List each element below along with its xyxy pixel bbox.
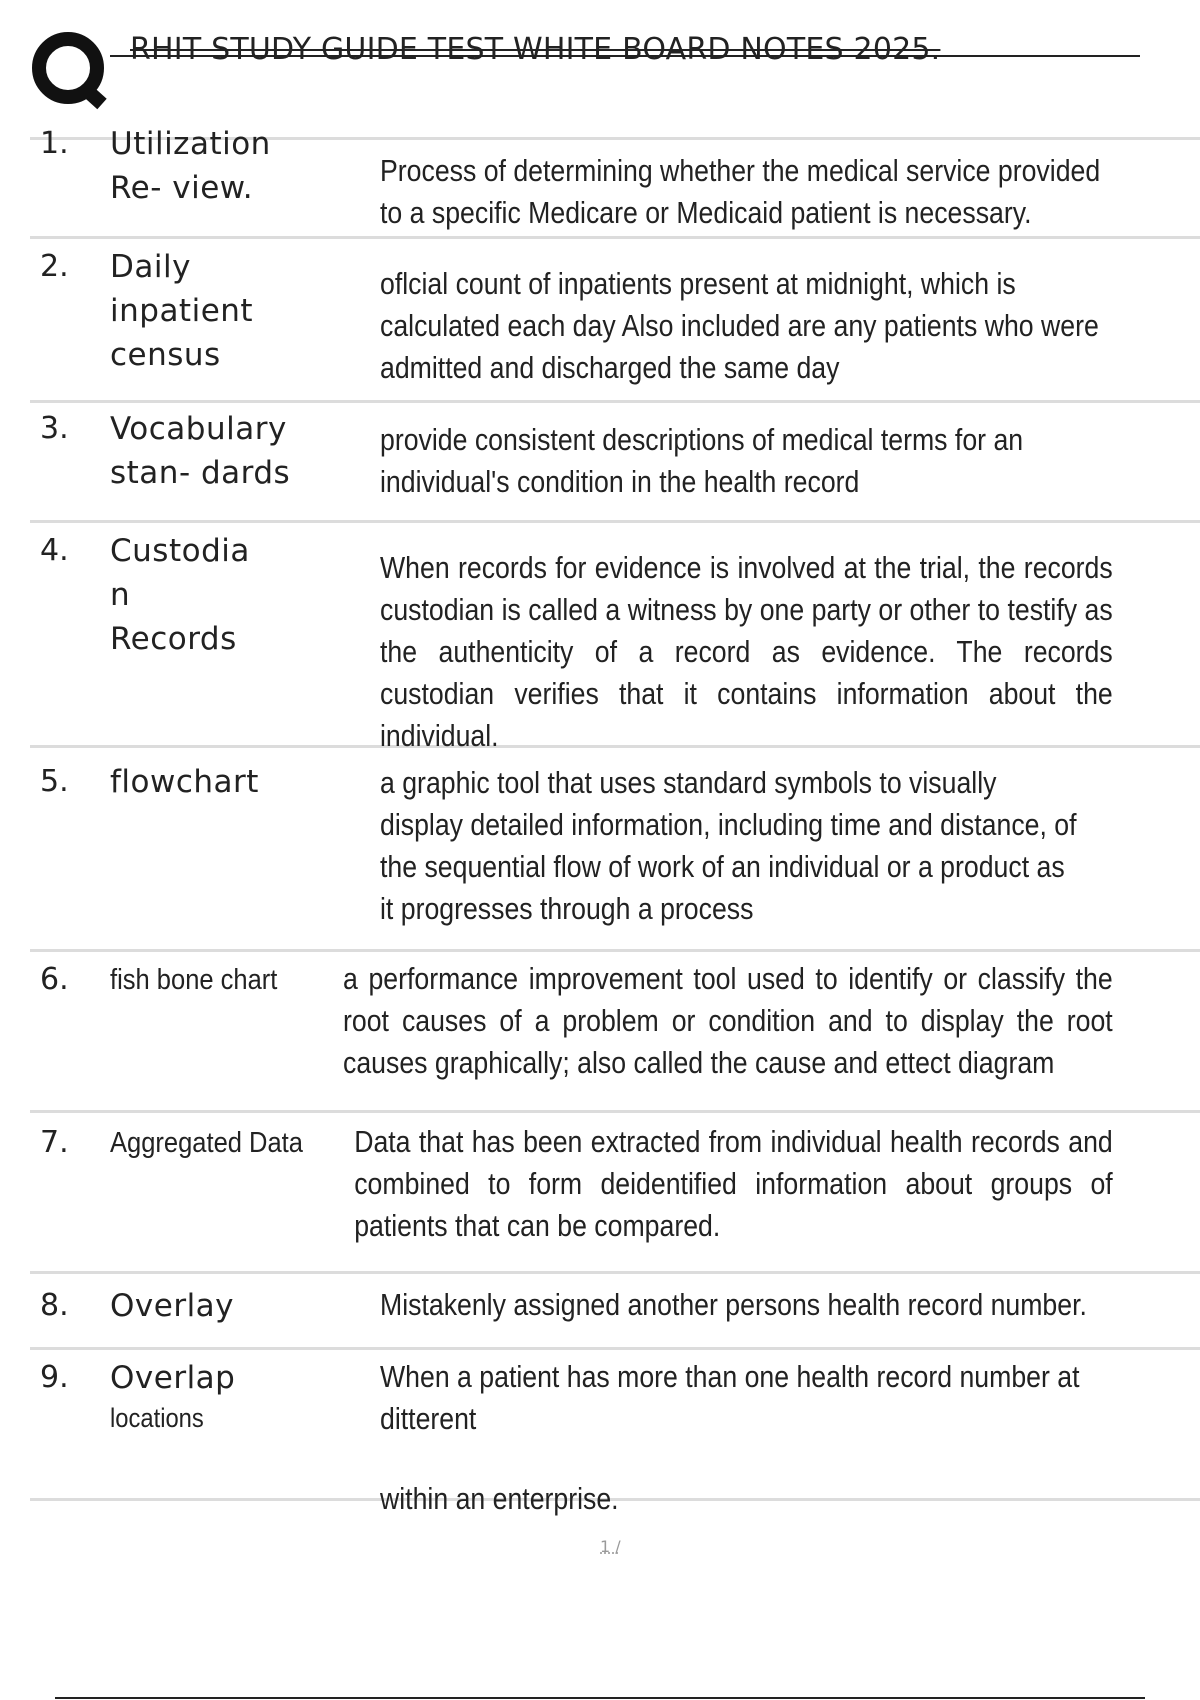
row-term: Vocabulary stan- dards: [110, 411, 291, 491]
row-number: 9.: [40, 1360, 69, 1395]
table-row: [30, 239, 1200, 403]
row-term-sub: locations: [110, 1403, 204, 1433]
row-term: flowchart: [110, 764, 259, 800]
row-number: 5.: [40, 764, 69, 799]
row-term: Overlay: [110, 1288, 235, 1324]
table-row: [30, 523, 1200, 753]
definition-line-1: When a patient has more than one health record number at ditterent: [380, 1359, 1080, 1436]
table-row: [30, 748, 1200, 952]
row-term: Daily inpatient census: [110, 249, 254, 373]
row-definition: oflcial count of inpatients present at midnight, which is calculated each day Also included are any patients who were admitted and discharged the same day: [380, 266, 1099, 385]
row-definition: Process of determining whether the medical service provided to a specific Medicare or Medicaid patient is necessary.: [380, 153, 1101, 230]
table-row: [30, 1274, 1200, 1350]
table-row: [30, 126, 1200, 239]
footer-rule: [55, 1697, 1145, 1699]
row-definition: [343, 958, 1113, 1084]
row-term-main: Overlap: [110, 1360, 236, 1396]
quizlet-q-logo-icon: [30, 30, 110, 110]
row-number: 1.: [40, 126, 69, 161]
row-definition: Mistakenly assigned another persons health record number.: [380, 1287, 1087, 1322]
row-number: 4.: [40, 533, 69, 568]
row-number: 3.: [40, 411, 69, 446]
row-definition: When records for evidence is involved at the trial, the records custodian is called a witness by one party or other to testify as the authenticity of a record as evidence. The records custodian verifies that it contains information about the individual.: [380, 550, 1113, 753]
definition-line-2: within an enterprise.: [380, 1481, 619, 1516]
row-definition: [380, 1356, 1113, 1520]
row-term: Aggregated Data: [110, 1127, 303, 1159]
definition-text: Data that has been extracted from individual health records and combined to form deidentified information about groups of patients that can be compared.: [354, 1124, 1113, 1243]
page-number: 1 /: [600, 1537, 621, 1556]
row-definition: provide consistent descriptions of medical terms for an individual's condition in the health record: [380, 422, 1024, 499]
row-term: Utilization Re- view.: [110, 126, 271, 206]
row-term: [110, 1356, 360, 1436]
page-title: RHIT STUDY GUIDE TEST WHITE BOARD NOTES 2025.: [130, 32, 941, 67]
row-term: Custodia n Records: [110, 533, 250, 657]
row-number: 2.: [40, 249, 69, 284]
row-number: 7.: [40, 1125, 69, 1160]
table-row: [30, 403, 1200, 523]
row-term: fish bone chart: [110, 964, 278, 996]
table-row: [30, 1350, 1200, 1516]
definition-text: a performance improvement tool used to identify or classify the root causes of a problem or condition and to display the root causes graphically; also called the cause and ettect diagram: [343, 961, 1113, 1080]
terms-table: [30, 126, 1200, 1516]
table-row: [30, 952, 1200, 1113]
row-definition: [354, 1121, 1113, 1247]
row-number: 6.: [40, 962, 69, 997]
row-definition: a graphic tool that uses standard symbols to visually display detailed information, including time and distance, of the sequential flow of work of an individual or a product as it progresses through a process: [380, 765, 1077, 926]
table-row: [30, 1113, 1200, 1274]
row-number: 8.: [40, 1288, 69, 1323]
